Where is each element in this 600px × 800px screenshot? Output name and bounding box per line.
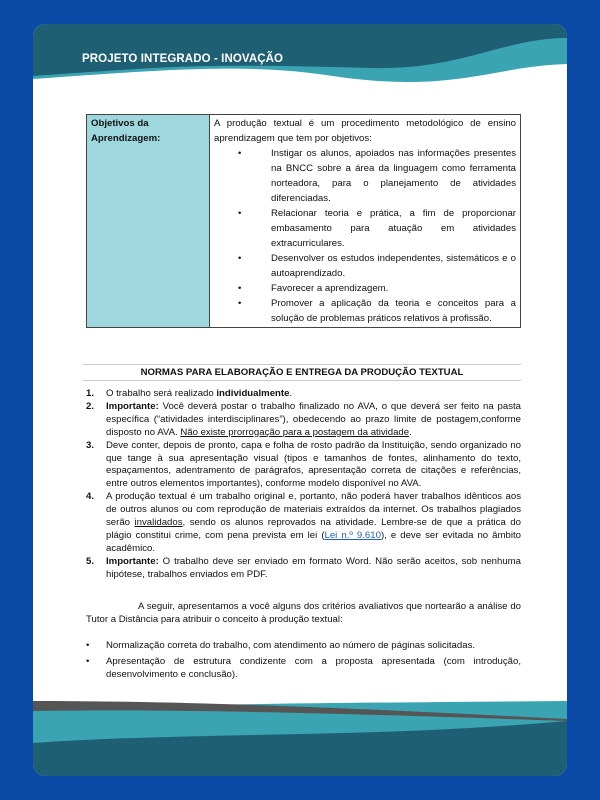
list-item [238,296,516,326]
normas-title [83,364,521,381]
footer-banner [33,701,567,776]
criteria-list [86,639,521,684]
criteria-text: Normalização correta do trabalho, com atendimento ao número de páginas solicitadas. [106,640,476,651]
item-end: . [409,426,412,438]
list-item [86,556,521,582]
page-header [33,24,567,104]
bullet-icon: • [86,656,90,667]
objectives-list [214,146,516,326]
item-text: O trabalho deve ser enviado em formato Word. Não serão aceitos, sob nenhuma hipótese, trabalhos enviados em PDF. [106,555,521,580]
list-item [86,491,521,556]
item-number: 5. [86,555,95,567]
item-number: 4. [86,491,95,503]
item-text: ), e deve ser evitada no âmbito acadêmico. [106,529,521,554]
bullet-icon: • [238,253,242,264]
item-text: O trabalho será realizado [106,388,217,399]
item-number: 1. [86,388,95,399]
bullet-icon: • [238,148,242,159]
item-underline: invalidados [134,517,183,529]
list-item [86,639,521,652]
list-item [238,146,516,206]
list-item [86,388,521,401]
objective-text: Favorecer a aprendizagem. [271,283,389,294]
objective-text: Relacionar teoria e prática, a fim de proporcionar embasamento para atuação em atividades extracurriculares. [271,208,516,249]
normas-title-text: NORMAS PARA ELABORAÇÃO E ENTREGA DA PRODUÇÃO TEXTUAL [140,367,464,378]
list-item [238,251,516,281]
list-item [86,401,521,440]
item-text: Deve conter, depois de pronto, capa e folha de rosto padrão da Instituição, sendo organizado no que tange à sua apresentação visual (tipos e tamanhos de fontes, alinhamento do texto, espaçamentos, adentramento de parágrafos, apresentação correta de citações e referências, entre outros elementos importantes), conforme modelo disponível no AVA. [106,439,521,490]
item-end: . [289,388,293,399]
item-number: 2. [86,400,95,412]
normas-list [86,388,521,582]
item-text: , sendo os alunos reprovados na atividade. Lembre-se de que a prática do plágio constitui crime, com pena prevista em lei ( [106,517,521,541]
document-page [33,24,567,776]
bullet-icon: • [238,298,242,309]
item-bold: Importante: [106,400,159,412]
bullet-icon: • [238,208,242,219]
item-text: Você deverá postar o trabalho finalizado no AVA, o que deverá ser feito na pasta específica (“atividades interdisciplinares”), obedecendo ao prazo limite de postagem,conforme disposto no AVA. [106,400,521,438]
list-item [86,655,521,681]
item-text: A produção textual é um trabalho original e, portanto, não poderá haver trabalhos idênticos aos de outros alunos ou com reprodução de materiais extraídos da internet. Os trabalhos plagiados serão [106,491,521,529]
list-item [86,440,521,492]
bullet-icon: • [238,283,242,294]
objectives-intro: A produção textual é um procedimento metodológico de ensino aprendizagem que tem por objetivos: [214,118,516,144]
bullet-icon: • [86,640,90,651]
list-item [238,206,516,251]
objectives-table [86,114,521,328]
objectives-label-line2: Aprendizagem: [91,133,161,144]
objectives-content-cell [210,115,521,328]
item-underline: Não existe prorrogação para a postagem da atividade [180,426,410,438]
law-link[interactable]: Lei n.º 9.610 [324,529,381,541]
header-title: PROJETO INTEGRADO - INOVAÇÃO [82,53,284,65]
criteria-intro: A seguir, apresentamos a você alguns dos critérios avaliativos que nortearão a análise do Tutor a Distância para atribuir o conceito à produção textual: [86,601,521,625]
objective-text: Instigar os alunos, apoiados nas informações presentes na BNCC sobre a área da linguagem como ferramenta norteadora, para o planejamento de atividades diferenciadas. [271,148,516,204]
page-footer [33,701,567,776]
objective-text: Promover a aplicação da teoria e conceitos para a solução de problemas práticos relativos à profissão. [271,298,516,324]
objective-text: Desenvolver os estudos independentes, sistemáticos e o autoaprendizado. [271,253,516,279]
item-number: 3. [86,439,95,451]
objectives-label-line1: Objetivos da [91,118,149,129]
item-bold: Importante: [106,555,159,567]
list-item [238,281,516,296]
item-bold: individualmente [216,388,290,399]
criteria-text: Apresentação de estrutura condizente com a proposta apresentada (com introdução, desenvolvimento e conclusão). [106,656,521,680]
objectives-label-cell [87,115,210,328]
